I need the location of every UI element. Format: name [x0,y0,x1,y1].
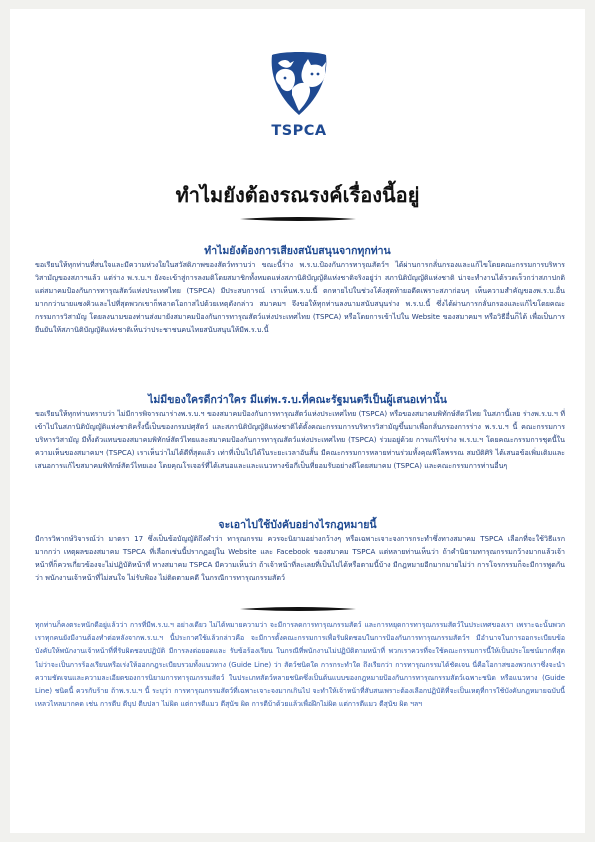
animal-silhouette-logo-icon [268,49,330,119]
page [10,9,585,833]
section-1-body: ขอเรียนให้ทุกท่านที่สนใจและมีความห่วงใยในสวัสดิภาพของสัตว์ทราบว่า ขณะนี้ร่าง พ.ร.บ.ป้องกันการทารุณสัตว์ฯ ได้ผ่านการกลั่นกรองและแก้ไขโดยคณะกรรมการบริหารวิสามัญของสภาฯแล้ว แต่ร่าง พ.ร.บ.ฯ ยังจะเข้าสู่การลงมติโดยสมาชิกทั้งหมดแห่งสภานิติบัญญัติแห่งชาติจริงอยู่ว่า สภานิติบัญญัติแห่งชาติ น่าจะทำงานได้รวดเร็วกว่าสภาปกติ แต่สมาคมป้องกันการทารุณสัตว์แห่งประเทศไทย (TSPCA) มีประสบการณ์ เราเห็นพ.ร.บ.นี้ ตกหายไปในช่วงโค้งสุดท้ายอดีตเพราะสภาก่อนๆ เห็นความสำคัญของพ.ร.บ.อื่นมากกว่านายแซงคิวและไปที่สุดพวกเขาก็พลาดโอกาสไปด้วยเหตุดังกล่าว สมาคมฯ จึงขอให้ทุกท่านลงนามสนับสนุนร่าง พ.ร.บ.นี้ ซึ่งได้ผ่านการกลั่นกรองและแก้ไขโดยคณะกรรมการวิสามัญ โดยลงนามของท่านส่งมายังสมาคมป้องกันการทารุณสัตว์แห่งประเทศไทย (TSPCA) หรือโดยการเข้าไปใน Website ของสมาคมฯ หรือวิธีอื่นก็ได้ เพื่อเป็นการยืนยันให้สภานิติบัญญัติแห่งชาติเห็นว่าประชาชนคนไทยสนับสนุนให้มีพ.ร.บ.นี้ [35,260,565,335]
closing-note: ทุกท่านก็คงตระหนักดีอยู่แล้วว่า การที่มีพ.ร.บ.ฯ อย่างเดียว ไม่ได้หมายความว่า จะมีการลดการทารุณกรรมสัตว์ และการหยุดการทารุณกรรมสัตว์ในประเทศของเรา เพราะฉะนั้นพวกเราทุกคนยังมีงานต้องทำต่อหลังจากพ.ร.บ.ฯ นี้ประกาศใช้แล้วกล่าวคือ จะมีการตั้งคณะกรรมการเพื่อรับผิดชอบในการป้องกันการทารุณกรรมสัตว์ฯ มีอำนาจในการออกระเบียบข้อบังคับให้พนักงานเจ้าหน้าที่ที่รับผิดชอบปฏิบัติ มีการลงต่อยอดและ รับข้อร้องเรียน ในกรณีที่พนักงานไม่ปฏิบัติตามหน้าที่ พวกเราควรที่จะใช้คณะกรรมการนี้ให้เป็นประโยชน์มากที่สุด ไม่ว่าจะเป็นการร้องเรียนหรือเร่งให้ออกกฎระเบียบรวมทั้งแนวทาง (Guide Line) ว่า สัตว์ชนิดใด การกระทำใด ถึงเรียกว่า การทารุณกรรมได้ชัดเจน นี่คือโอกาสของพวกเราซึ่งจะนำความชัดเจนและความละเอียดของการนิยามการทารุณกรรมสัตว์ ในประเภทสัตว์หลายชนิดซึ่งเป็นต้นแบบของกฎหมายป้องกันการทารุณกรรมสัตว์เฉพาะชนิด หรือแนวทาง (Guide Line) ชนิดนี้ ควรกับร้าย ถ้าพ.ร.บ.ฯ นี้ ระบุว่า การทารุณกรรมสัตว์ที่เฉพาะเจาะจงมากเกินไป จะทำให้เจ้าหน้าที่สับสนเพราะต้องเลือกปฏิบัติที่จะเป็นเหตุที่การใช้บังคับกฎหมายฉบับนี้เหลวไหลมากคด เช่น การตีบ ตีบุป ตีบปลา ไม่ผิด แต่การตีแมว ตีสุนัข ผิด การตีบ้าด้วยแล้วเพื่อฝึกไม่ผิด แต่การตีแมว ตีสุนัข ผิด ฯลฯ [35,621,565,709]
tspca-logo [264,49,334,159]
title-divider [238,212,358,226]
section-1-heading: ทำไมยังต้องการเสียงสนับสนุนจากทุกท่าน [204,245,391,257]
section-3-body: มีการวิพากษ์วิจารณ์ว่า มาตรา 17 ซึ่งเป็นข้อบัญญัติถึงคำว่า ทารุณกรรม ควรจะนิยามอย่างกว้างๆ หรือเฉพาะเจาะจงการกระทำซึ่งทางสมาคม TSPCA เลือกที่จะใช้วิธีแรกมากกว่า เหตุผลของสมาคม TSPCA ที่เลือกเช่นนี้ปรากฏอยู่ใน Website และ Facebook ของสมาคม TSPCA แต่หลายท่านเห็นว่า ถ้าคำนิยามทารุณกรรมกว้างมากแล้วเจ้าหน้าที่ก็ควรเกี่ยวข้องจะไม่ปฏิบัติหน้าที่ ทางสมาคม TSPCA มีความเห็นว่า ถ้าเจ้าหน้าที่ละเลยที่เป็นไปได้หรือตามนี้บ้าง มีกฎหมายอีกมากมายไม่ว่า การโจรกรรมก็จะมีการพูดกันว่า พนักงานเจ้าหน้าที่ไม่สนใจ ไม่รับฟ้อง ไม่ติดตามคดี ในกรณีการทารุณกรรมสัตว์ [35,534,565,583]
logo-text: TSPCA [271,123,327,139]
section-2-heading: ไม่มีของใครดีกว่าใคร มีแต่พ.ร.บ.ที่คณะรัฐมนตรีเป็นผู้เสนอเท่านั้น [148,394,447,406]
note-divider [238,602,358,616]
section-2-body: ขอเรียนให้ทุกท่านทราบว่า ไม่มีการพิจารณาร่างพ.ร.บ.ฯ ของสมาคมป้องกันการทารุณสัตว์แห่งประเทศไทย (TSPCA) หรือของสมาคมพิทักษ์สัตว์ไทย ในสภานี้เลย ร่างพ.ร.บ.ฯ ที่เข้าไปในสภานิติบัญญัติแห่งชาติครั้งนี้เป็นของกรมปศุสัตว์ และสภานิติบัญญัติแห่งชาติได้ตั้งคณะกรรมการบริหารวิสามัญขึ้นมาเพื่อกลั่นกรองการร่าง พ.ร.บ.ฯ นี้ คณะกรรมการบริหารวิสามัญ มีทั้งตัวแทนของสมาคมพิทักษ์สัตว์ไทยและสมาคมป้องกันการทารุณสัตว์แห่งประเทศไทย (TSPCA) ร่วมอยู่ด้วย การแก้ไขร่าง พ.ร.บ.ฯ โดยคณะกรรมการชุดนี้ในความเห็นของสมาคมฯ (TSPCA) เราเห็นว่าไม่ได้ดีที่สุดแล้ว เท่าที่เป็นไปได้ในระยะเวลาอันสั้น มีคณะกรรมการหลายท่านร่วมทั้งคุณพีโลพรรณ สมบัติศิริ ได้เสนอข้อเพิ่มเติมและเสนอการแก้ไขสมาคมพิทักษ์สัตว์ไทยเอง โดยคุณโรเจอร์ที่ได้เสนอและและแนวทางข้อกี่เป็นที่ยอมรับอย่างดีโดยสมาคม (TSPCA) และคณะกรรมการท่านอื่นๆ [35,409,565,471]
page-title: ทำไมยังต้องรณรงค์เรื่องนี้อยู่ [175,183,420,207]
section-3-heading: จะเอาไปใช้บังคับอย่างไรกฎหมายนี้ [218,519,377,531]
